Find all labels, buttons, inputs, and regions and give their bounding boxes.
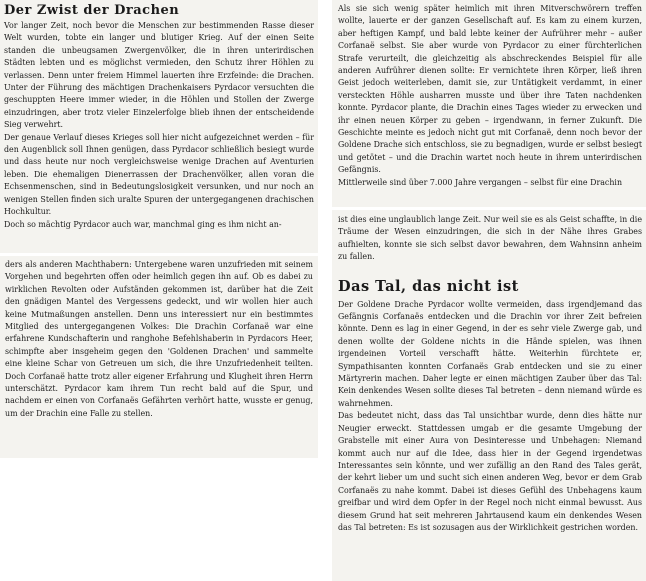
section-heading-zwist: Der Zwist der Drachen bbox=[4, 3, 180, 18]
paragraph: Vor langer Zeit, noch bevor die Menschen zur bestimmenden Rasse dieser Welt wurden, tobte ein langer und blutiger Krieg. Auf der einen Seite standen die unbeugsamen Zwergenvölker, die in ihren unterirdischen Städten lebten und es möglichst vermieden, den Schutz ihrer Höhlen zu verlassen. Denn unter freiem Himmel lauerten ihre Erzfeinde: die Drachen. Unter der Führung des mächtigen Drachenkaisers Pyrdacor versuchten die geschuppten Heere immer wieder, in die Höhlen und Stollen der Zwerge einzudringen, aber trotz vieler Einzelerfolge blieb ihnen der entscheidende Sieg verwehrt. bbox=[4, 21, 314, 130]
paragraph: Der Goldene Drache Pyrdacor wollte vermeiden, dass irgendjemand das Gefängnis Corfanaës entdecken und die Drachin vor ihrer Zeit befreien könnte. Denn es lag in einer Gegend, in der es sehr viele Zwerge gab, und denen wollte der Goldene nichts in die Hände spielen, was ihnen irgendeinen Vorteil verschafft hätte. Weiterhin fürchtete er, Sympathisanten konnten Corfanaës Grab entdecken und sie zu einer Märtyrerin machen. Daher legte er einen mächtigen Zauber über das Tal: Kein denkendes Wesen sollte dieses Tal betreten – denn niemand würde es wahrnehmen. bbox=[338, 299, 642, 408]
text-block-left-top bbox=[0, 0, 318, 253]
paragraph: ders als anderen Machthabern: Untergebene waren unzufrieden mit seinem Vorgehen und begehrten offen oder heimlich gegen ihn auf. Ob es dabei zu wirklichen Revolten oder Aufständen gekommen ist, darüber hat die Zeit den gnädigen Mantel des Vergessens gedeckt, und wir wollen hier auch keine Mutmaßungen anstellen. Denn uns interessiert nur ein bestimmtes Mitglied des untergegangenen Volkes: Die Drachin Corfanaë war eine erfahrene Kundschafterin und ranghohe Befehlshaberin in Pyrdacors Heer, schimpfte aber insgeheim gegen den 'Goldenen Drachen' und sammelte eine kleine Schar von Getreuen um sich, die ihre Unzufriedenheit teilten. Doch Corfanaë hatte trotz aller eigener Erfahrung und Klugheit ihren Herrn unterschätzt. Pyrdacor kam ihrem Tun recht bald auf die Spur, und nachdem er einen von Corfanaës Gefährten verhört hatte, wusste er genug, um der Drachin eine Falle zu stellen. bbox=[5, 260, 313, 418]
paragraph: Als sie sich wenig später heimlich mit ihren Mitverschwörern treffen wollte, lauerte er der ganzen Gesellschaft auf. Es kam zu einem kurzen, aber heftigen Kampf, und bald lebte keiner der Aufrührer mehr – außer Corfanaë selbst. Sie aber wurde von Pyrdacor zu einer fürchterlichen Strafe verurteilt, die gleichzeitig als abschreckendes Beispiel für alle anderen Aufrührer dienen sollte: Er vernichtete ihren Körper, ließ ihren Geist jedoch weiterleben, damit sie, zur Untätigkeit verdammt, in einer versteckten Höhle ausharren musste und über ihre Taten nachdenken konnte. Pyrdacor plante, die Drachin eines Tages wieder zu erwecken und ihr einen neuen Körper zu geben – irgendwann, in ferner Zukunft. Die Geschichte meinte es jedoch nicht gut mit Corfanaë, denn noch bevor der Goldene Drache sich entschloss, sie zu begnadigen, wurde er selbst besiegt und getötet – und die Drachin wartet noch heute in ihrem unterirdischen Gefängnis. bbox=[338, 4, 642, 175]
paragraph: ist dies eine unglaublich lange Zeit. Nur weil sie es als Geist schaffte, in die Träume der Wesen einzudringen, die sich in der Nähe ihres Grabes aufhielten, konnte sie sich selbst davor bewahren, dem Wahnsinn anheim zu fallen. bbox=[338, 215, 642, 262]
section-heading-tal: Das Tal, das nicht ist bbox=[338, 277, 519, 295]
paragraph: Das bedeutet nicht, dass das Tal unsichtbar wurde, denn dies hätte nur Neugier erweckt. Stattdessen umgab er die gesamte Umgebung der Grabstelle mit einer Aura von Desinteresse und Unbehagen: Niemand kommt auch nur auf die Idee, dass hier in der Gegend irgendetwas Interessantes sein könnte, und wer zufällig an den Rand des Tales gerät, der kehrt lieber um und sucht sich einen anderen Weg, bevor er dem Grab Corfanaës zu nahe kommt. Dabei ist dieses Gefühl des Unbehagens kaum greifbar und wird dem Opfer in der Regel noch nicht einmal bewusst. Aus diesem Grund hat seit mehreren Jahrtausend kaum ein denkendes Wesen das Tal betreten: Es ist sozusagen aus der Wirklichkeit gestrichen worden. bbox=[338, 411, 642, 532]
text-block-left-bottom bbox=[0, 256, 318, 458]
paragraph: Der genaue Verlauf dieses Krieges soll hier nicht aufgezeichnet werden – für den Augenblick soll Ihnen genügen, dass Pyrdacor schließlich besiegt wurde und dass heute nur noch vergleichsweise wenige Drachen auf Aventurien leben. Die ehemaligen Dienerrassen der Drachenvölker, allen voran die Echsenmenschen, sind in Bedeutungslosigkeit versunken, und nur noch an wenigen Stellen finden sich uralte Spuren der untergegangenen drachischen Hochkultur. bbox=[4, 132, 314, 217]
text-block-right-top bbox=[332, 0, 646, 207]
text-block-right-bottom bbox=[332, 210, 646, 581]
paragraph: Doch so mächtig Pyrdacor auch war, manchmal ging es ihm nicht an- bbox=[4, 219, 282, 229]
paragraph: Mittlerweile sind über 7.000 Jahre vergangen – selbst für eine Drachin bbox=[338, 177, 623, 187]
